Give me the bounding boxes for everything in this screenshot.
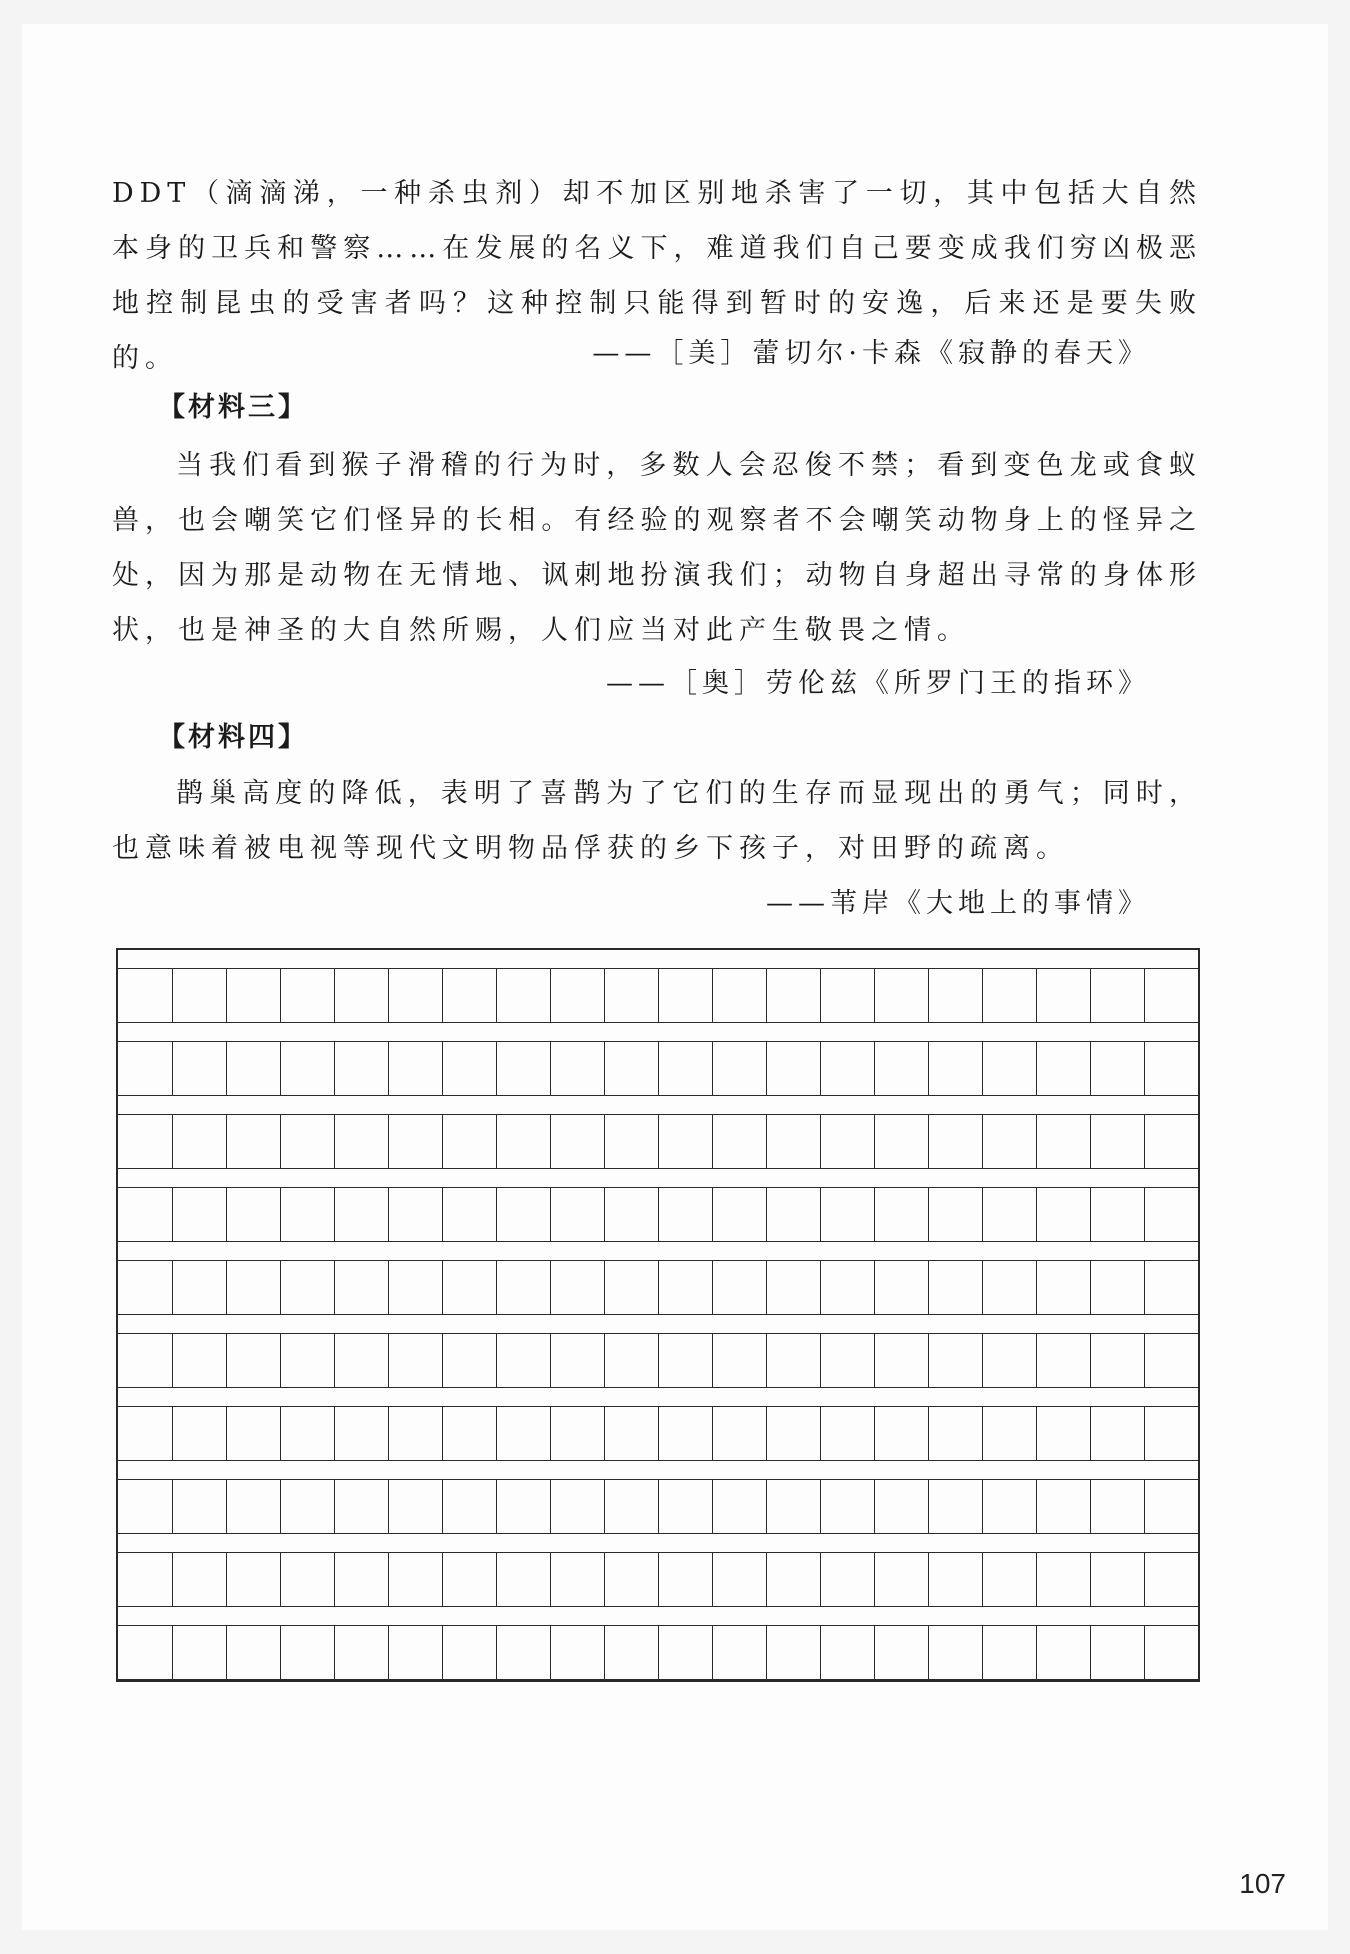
grid-cell-divider xyxy=(658,1480,659,1533)
grid-cell-divider xyxy=(604,1334,605,1387)
grid-cell-divider xyxy=(496,1261,497,1314)
grid-cell-divider xyxy=(388,1334,389,1387)
grid-cell-divider xyxy=(226,1480,227,1533)
grid-cell-divider xyxy=(226,1188,227,1241)
grid-cell-divider xyxy=(1090,1042,1091,1095)
grid-cell-divider xyxy=(1090,1626,1091,1679)
grid-cell-divider xyxy=(604,1407,605,1460)
grid-cell-divider xyxy=(280,1626,281,1679)
grid-cell-divider xyxy=(226,969,227,1022)
grid-cell-divider xyxy=(820,1407,821,1460)
material-three-attribution: ——［奥］劳伦兹《所罗门王的指环》 xyxy=(606,668,1150,699)
grid-cell-divider xyxy=(280,1553,281,1606)
grid-cell-divider xyxy=(172,1261,173,1314)
grid-cell-divider xyxy=(550,1261,551,1314)
grid-cell-divider xyxy=(1036,969,1037,1022)
grid-cell-divider xyxy=(874,1626,875,1679)
grid-cell-divider xyxy=(1090,1407,1091,1460)
grid-cell-divider xyxy=(1144,1407,1145,1460)
grid-cell-divider xyxy=(604,1553,605,1606)
grid-cell-divider xyxy=(226,1261,227,1314)
grid-row[interactable] xyxy=(118,1114,1198,1169)
grid-row[interactable] xyxy=(118,1406,1198,1461)
grid-cell-divider xyxy=(550,1042,551,1095)
grid-cell-divider xyxy=(928,1626,929,1679)
grid-cell-divider xyxy=(1036,1115,1037,1168)
grid-cell-divider xyxy=(280,1188,281,1241)
grid-cell-divider xyxy=(172,1626,173,1679)
grid-cell-divider xyxy=(334,1115,335,1168)
grid-cell-divider xyxy=(766,1334,767,1387)
material-three-paragraph: 当我们看到猴子滑稽的行为时，多数人会忍俊不禁；看到变色龙或食蚁兽，也会嘲笑它们怪异的长相。有经验的观察者不会嘲笑动物身上的怪异之处，因为那是动物在无情地、讽刺地扮演我们；动物自身超出寻常的身体形状，也是神圣的大自然所赐，人们应当对此产生敬畏之情。 xyxy=(112,450,1202,646)
grid-cell-divider xyxy=(334,1553,335,1606)
grid-cell-divider xyxy=(982,1115,983,1168)
grid-cell-divider xyxy=(172,1334,173,1387)
grid-cell-divider xyxy=(766,1480,767,1533)
grid-cell-divider xyxy=(1144,1115,1145,1168)
grid-cell-divider xyxy=(658,1553,659,1606)
grid-cell-divider xyxy=(982,1261,983,1314)
grid-cell-divider xyxy=(280,1407,281,1460)
grid-cell-divider xyxy=(172,1407,173,1460)
grid-cell-divider xyxy=(1090,1334,1091,1387)
grid-cell-divider xyxy=(712,1480,713,1533)
grid-cell-divider xyxy=(928,1480,929,1533)
grid-cell-divider xyxy=(820,1480,821,1533)
grid-cell-divider xyxy=(928,1261,929,1314)
grid-cell-divider xyxy=(550,1407,551,1460)
grid-cell-divider xyxy=(334,969,335,1022)
grid-cell-divider xyxy=(1036,1626,1037,1679)
grid-cell-divider xyxy=(1144,1553,1145,1606)
grid-cell-divider xyxy=(388,969,389,1022)
grid-row[interactable] xyxy=(118,1333,1198,1388)
grid-cell-divider xyxy=(982,1188,983,1241)
grid-cell-divider xyxy=(982,1407,983,1460)
grid-cell-divider xyxy=(442,1334,443,1387)
grid-cell-divider xyxy=(388,1188,389,1241)
grid-row[interactable] xyxy=(118,1041,1198,1096)
grid-cell-divider xyxy=(820,1261,821,1314)
grid-cell-divider xyxy=(442,1626,443,1679)
grid-cell-divider xyxy=(550,1115,551,1168)
grid-cell-divider xyxy=(172,1042,173,1095)
grid-cell-divider xyxy=(1090,969,1091,1022)
grid-cell-divider xyxy=(280,969,281,1022)
grid-cell-divider xyxy=(766,1042,767,1095)
grid-cell-divider xyxy=(280,1480,281,1533)
grid-cell-divider xyxy=(1090,1261,1091,1314)
grid-cell-divider xyxy=(982,969,983,1022)
grid-cell-divider xyxy=(820,1115,821,1168)
grid-cell-divider xyxy=(820,1626,821,1679)
grid-cell-divider xyxy=(388,1115,389,1168)
grid-cell-divider xyxy=(820,1553,821,1606)
grid-cell-divider xyxy=(604,1042,605,1095)
grid-cell-divider xyxy=(820,1334,821,1387)
grid-cell-divider xyxy=(820,969,821,1022)
grid-cell-divider xyxy=(928,1188,929,1241)
grid-cell-divider xyxy=(388,1626,389,1679)
grid-cell-divider xyxy=(712,1261,713,1314)
grid-cell-divider xyxy=(604,1115,605,1168)
grid-cell-divider xyxy=(766,1261,767,1314)
grid-cell-divider xyxy=(604,1188,605,1241)
material-two-paragraph: DDT（滴滴涕，一种杀虫剂）却不加区别地杀害了一切，其中包括大自然本身的卫兵和警察……在发展的名义下，难道我们自己要变成我们穷凶极恶地控制昆虫的受害者吗？这种控制只能得到暂时的安逸，后来还是要失败的。 xyxy=(112,178,1202,374)
grid-cell-divider xyxy=(550,1553,551,1606)
grid-cell-divider xyxy=(766,1553,767,1606)
grid-cell-divider xyxy=(388,1553,389,1606)
grid-cell-divider xyxy=(712,1334,713,1387)
grid-cell-divider xyxy=(928,1334,929,1387)
grid-cell-divider xyxy=(442,969,443,1022)
grid-cell-divider xyxy=(442,1042,443,1095)
grid-cell-divider xyxy=(1144,969,1145,1022)
grid-cell-divider xyxy=(1144,1261,1145,1314)
grid-cell-divider xyxy=(172,1480,173,1533)
grid-cell-divider xyxy=(1144,1042,1145,1095)
grid-cell-divider xyxy=(334,1261,335,1314)
grid-cell-divider xyxy=(496,1480,497,1533)
grid-cell-divider xyxy=(388,1042,389,1095)
grid-cell-divider xyxy=(334,1334,335,1387)
grid-cell-divider xyxy=(550,1626,551,1679)
grid-cell-divider xyxy=(982,1626,983,1679)
writing-grid[interactable] xyxy=(116,948,1200,1682)
grid-cell-divider xyxy=(1036,1261,1037,1314)
grid-cell-divider xyxy=(928,969,929,1022)
grid-cell-divider xyxy=(1090,1188,1091,1241)
grid-cell-divider xyxy=(604,1626,605,1679)
grid-cell-divider xyxy=(496,1188,497,1241)
grid-cell-divider xyxy=(334,1042,335,1095)
grid-cell-divider xyxy=(1144,1334,1145,1387)
grid-cell-divider xyxy=(388,1480,389,1533)
grid-cell-divider xyxy=(820,1042,821,1095)
grid-cell-divider xyxy=(874,1480,875,1533)
grid-cell-divider xyxy=(982,1334,983,1387)
grid-cell-divider xyxy=(172,969,173,1022)
grid-row[interactable] xyxy=(118,1479,1198,1534)
grid-cell-divider xyxy=(712,1553,713,1606)
grid-cell-divider xyxy=(1036,1334,1037,1387)
grid-cell-divider xyxy=(334,1626,335,1679)
grid-cell-divider xyxy=(1036,1188,1037,1241)
grid-row[interactable] xyxy=(118,1552,1198,1607)
grid-cell-divider xyxy=(712,1407,713,1460)
grid-cell-divider xyxy=(226,1115,227,1168)
grid-cell-divider xyxy=(280,1334,281,1387)
grid-cell-divider xyxy=(496,969,497,1022)
grid-cell-divider xyxy=(442,1407,443,1460)
grid-cell-divider xyxy=(982,1553,983,1606)
grid-cell-divider xyxy=(1036,1042,1037,1095)
grid-cell-divider xyxy=(658,1188,659,1241)
grid-cell-divider xyxy=(496,1042,497,1095)
grid-cell-divider xyxy=(766,1407,767,1460)
grid-cell-divider xyxy=(496,1553,497,1606)
grid-cell-divider xyxy=(1144,1188,1145,1241)
grid-cell-divider xyxy=(1036,1553,1037,1606)
grid-cell-divider xyxy=(280,1115,281,1168)
material-two-attribution: ——［美］蕾切尔·卡森《寂静的春天》 xyxy=(592,338,1150,369)
grid-cell-divider xyxy=(658,1115,659,1168)
grid-cell-divider xyxy=(496,1115,497,1168)
grid-cell-divider xyxy=(496,1626,497,1679)
grid-cell-divider xyxy=(712,1042,713,1095)
grid-cell-divider xyxy=(442,1553,443,1606)
grid-cell-divider xyxy=(442,1480,443,1533)
grid-cell-divider xyxy=(712,1188,713,1241)
grid-cell-divider xyxy=(766,1626,767,1679)
material-four-paragraph: 鹊巢高度的降低，表明了喜鹊为了它们的生存而显现出的勇气；同时，也意味着被电视等现代文明物品俘获的乡下孩子，对田野的疏离。 xyxy=(112,778,1202,864)
grid-cell-divider xyxy=(334,1480,335,1533)
grid-cell-divider xyxy=(226,1407,227,1460)
grid-cell-divider xyxy=(496,1334,497,1387)
grid-cell-divider xyxy=(388,1407,389,1460)
grid-cell-divider xyxy=(658,1334,659,1387)
grid-cell-divider xyxy=(874,1042,875,1095)
grid-cell-divider xyxy=(550,969,551,1022)
material-four-heading: 【材料四】 xyxy=(158,722,308,753)
grid-cell-divider xyxy=(874,1553,875,1606)
grid-cell-divider xyxy=(334,1188,335,1241)
grid-cell-divider xyxy=(874,1188,875,1241)
grid-cell-divider xyxy=(820,1188,821,1241)
grid-cell-divider xyxy=(550,1480,551,1533)
grid-cell-divider xyxy=(712,1115,713,1168)
grid-cell-divider xyxy=(1090,1553,1091,1606)
grid-cell-divider xyxy=(766,1188,767,1241)
grid-cell-divider xyxy=(442,1261,443,1314)
grid-cell-divider xyxy=(982,1042,983,1095)
grid-cell-divider xyxy=(874,969,875,1022)
grid-cell-divider xyxy=(928,1042,929,1095)
grid-cell-divider xyxy=(658,1626,659,1679)
grid-cell-divider xyxy=(604,1261,605,1314)
grid-cell-divider xyxy=(766,969,767,1022)
grid-cell-divider xyxy=(1144,1480,1145,1533)
grid-cell-divider xyxy=(658,1407,659,1460)
grid-cell-divider xyxy=(928,1553,929,1606)
grid-cell-divider xyxy=(172,1188,173,1241)
grid-cell-divider xyxy=(442,1188,443,1241)
grid-cell-divider xyxy=(280,1042,281,1095)
grid-cell-divider xyxy=(226,1042,227,1095)
grid-row[interactable] xyxy=(118,1625,1198,1680)
grid-cell-divider xyxy=(226,1626,227,1679)
grid-cell-divider xyxy=(982,1480,983,1533)
grid-row[interactable] xyxy=(118,1260,1198,1315)
grid-cell-divider xyxy=(496,1407,497,1460)
grid-cell-divider xyxy=(172,1115,173,1168)
grid-cell-divider xyxy=(712,969,713,1022)
grid-cell-divider xyxy=(712,1626,713,1679)
grid-cell-divider xyxy=(928,1407,929,1460)
page-number: 107 xyxy=(1239,1868,1286,1899)
grid-cell-divider xyxy=(550,1334,551,1387)
grid-cell-divider xyxy=(658,1261,659,1314)
grid-cell-divider xyxy=(928,1115,929,1168)
grid-row[interactable] xyxy=(118,968,1198,1023)
grid-cell-divider xyxy=(1090,1115,1091,1168)
grid-cell-divider xyxy=(874,1115,875,1168)
grid-cell-divider xyxy=(658,969,659,1022)
grid-cell-divider xyxy=(604,969,605,1022)
grid-cell-divider xyxy=(226,1334,227,1387)
grid-cell-divider xyxy=(172,1553,173,1606)
grid-row[interactable] xyxy=(118,1187,1198,1242)
grid-cell-divider xyxy=(334,1407,335,1460)
grid-cell-divider xyxy=(766,1115,767,1168)
grid-cell-divider xyxy=(280,1261,281,1314)
material-four-attribution: ——苇岸《大地上的事情》 xyxy=(766,888,1150,919)
grid-cell-divider xyxy=(226,1553,227,1606)
grid-cell-divider xyxy=(442,1115,443,1168)
grid-cell-divider xyxy=(550,1188,551,1241)
grid-cell-divider xyxy=(874,1407,875,1460)
grid-cell-divider xyxy=(658,1042,659,1095)
grid-cell-divider xyxy=(874,1334,875,1387)
grid-cell-divider xyxy=(388,1261,389,1314)
grid-cell-divider xyxy=(874,1261,875,1314)
material-three-heading: 【材料三】 xyxy=(158,392,308,423)
grid-cell-divider xyxy=(1144,1626,1145,1679)
grid-cell-divider xyxy=(1036,1480,1037,1533)
grid-cell-divider xyxy=(1036,1407,1037,1460)
grid-cell-divider xyxy=(1090,1480,1091,1533)
grid-cell-divider xyxy=(604,1480,605,1533)
